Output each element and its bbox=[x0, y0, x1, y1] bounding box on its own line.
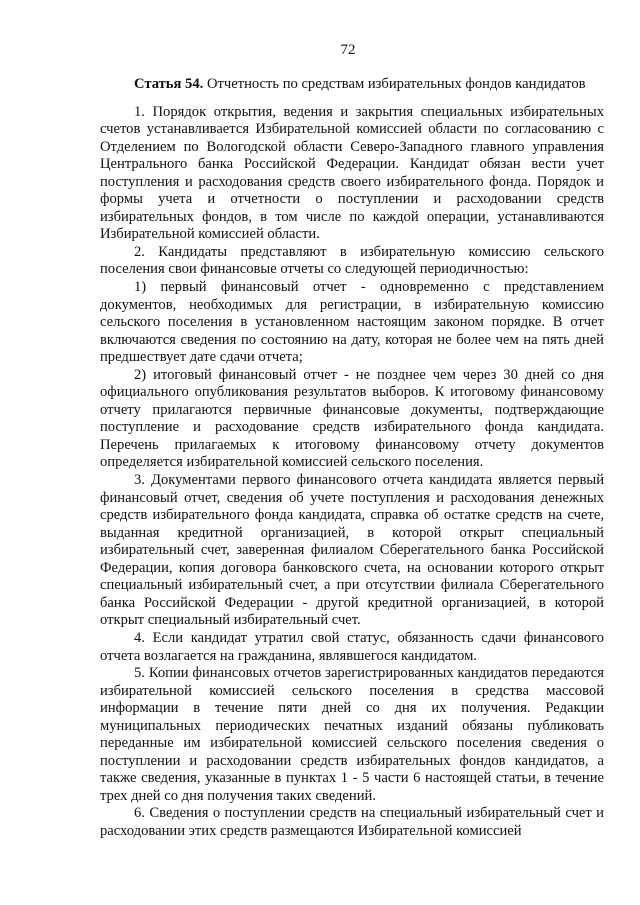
paragraph-2: 2. Кандидаты представляют в избирательную комиссию сельского поселения свои финансовые отчеты со следующей периодичностью: bbox=[100, 243, 604, 278]
paragraph-2-item-2: 2) итоговый финансовый отчет - не позднее чем через 30 дней со дня официального опубликования результатов выборов. К итоговому финансовому отчету прилагаются первичные финансовые документы, подтверждающие поступление и расходование средств избирательного фонда кандидата. Перечень прилагаемых к итоговому финансовому отчету документов определяется избирательной комиссией сельского поселения. bbox=[100, 366, 604, 471]
paragraph-2-item-1: 1) первый финансовый отчет - одновременно с представлением документов, необходимых для регистрации, в избирательную комиссию сельского поселения в установленном настоящим законом порядке. В отчет включаются сведения по состоянию на дату, которая не более чем на пять дней предшествует дате сдачи отчета; bbox=[100, 279, 604, 366]
article-heading bbox=[100, 76, 604, 94]
document-body bbox=[100, 76, 604, 841]
paragraph-3: 3. Документами первого финансового отчета кандидата является первый финансовый отчет, сведения об учете поступления и расходования денежных средств избирательного фонда кандидата, справка об остатке средств на счете, выданная кредитной организацией, в которой открыт специальный избирательный счет, заверенная филиалом Сберегательного банка Российской Федерации, копия договора банковского счета, на основании которого открыт специальный избирательный счет, а при отсутствии филиала Сберегательного банка Российской Федерации - другой кредитной организацией, в которой открыт специальный избирательный счет. bbox=[100, 472, 604, 629]
paragraph-1: 1. Порядок открытия, ведения и закрытия специальных избирательных счетов устанавливается Избирательной комиссией области по согласованию с Отделением по Вологодской области Северо-Западного главного управления Центрального банка Российской Федерации. Кандидат обязан вести учет поступления и расходования средств своего избирательного фонда. Порядок и формы учета и отчетности о поступлении и расходовании средств избирательных фондов, в том числе по каждой операции, устанавливаются Избирательной комиссией области. bbox=[100, 103, 604, 243]
paragraph-6: 6. Сведения о поступлении средств на специальный избирательный счет и расходовании этих средств размещаются Избирательной комиссией bbox=[100, 805, 604, 839]
paragraph-4: 4. Если кандидат утратил свой статус, обязанность сдачи финансового отчета возлагается на гражданина, являвшегося кандидатом. bbox=[100, 629, 604, 664]
article-number: Статья 54. bbox=[134, 76, 204, 92]
page-number: 72 bbox=[340, 42, 356, 58]
article-title: Отчетность по средствам избирательных фондов кандидатов bbox=[206, 76, 586, 92]
paragraph-5: 5. Копии финансовых отчетов зарегистрированных кандидатов передаются избирательной комиссией сельского поселения в средства массовой информации в течение пяти дней со дня их получения. Редакции муниципальных периодических печатных изданий обязаны публиковать переданные им избирательной комиссией сельского поселения сведения о поступлении и расходовании средств избирательных фондов кандидатов, а также сведения, указанные в пунктах 1 - 5 части 6 настоящей статьи, в течение трех дней со дня получения таких сведений. bbox=[100, 665, 604, 804]
